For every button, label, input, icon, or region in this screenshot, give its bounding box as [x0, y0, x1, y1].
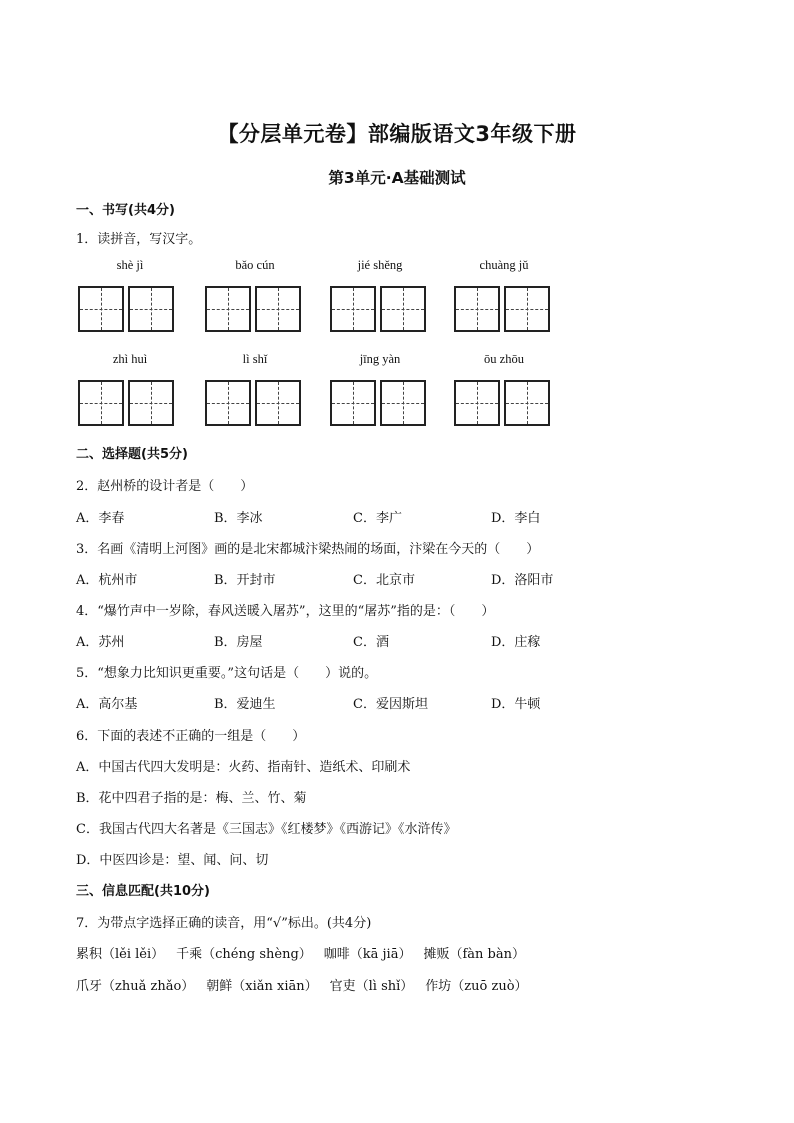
question-stem: 2．赵州桥的设计者是（ ）	[76, 479, 254, 494]
writing-box[interactable]	[330, 286, 376, 332]
pinyin-label: lì shǐ	[242, 352, 268, 366]
writing-box[interactable]	[380, 286, 426, 332]
question-7: 7．为带点字选择正确的读音，用“√”标出。(共4分)	[76, 916, 372, 931]
tianzige-pair	[454, 286, 554, 332]
question-1: 1．读拼音，写汉字。	[76, 232, 202, 247]
tianzige-pair	[330, 286, 430, 332]
option-d[interactable]: D．庄稼	[491, 635, 541, 650]
pinyin-label: bǎo cún	[235, 258, 275, 272]
tianzige-pair	[205, 380, 305, 426]
question-stem: 3．名画《清明上河图》画的是北宋都城汴梁热闹的场面，汴梁在今天的（ ）	[76, 542, 540, 557]
tianzige-pair	[330, 380, 430, 426]
pronunciation-item[interactable]: 官吏（lì shǐ）	[329, 979, 414, 994]
section-heading-matching: 三、信息匹配(共10分)	[76, 884, 210, 899]
tianzige-pair	[78, 380, 178, 426]
option-a[interactable]: A．苏州	[76, 635, 125, 650]
writing-box[interactable]	[128, 286, 174, 332]
option-a[interactable]: A．中国古代四大发明是：火药、指南针、造纸术、印刷术	[76, 760, 411, 775]
pronunciation-item[interactable]: 作坊（zuō zuò）	[425, 979, 528, 994]
option-a[interactable]: A．李春	[76, 511, 125, 526]
pronunciation-row	[76, 975, 540, 994]
question-stem: 5．“想象力比知识更重要。”这句话是（ ）说的。	[76, 666, 378, 681]
writing-box[interactable]	[205, 286, 251, 332]
section-heading-choice: 二、选择题(共5分)	[76, 447, 188, 462]
pronunciation-item[interactable]: 摊贩（fàn bàn）	[423, 947, 525, 962]
pinyin-label: chuàng jǔ	[479, 258, 529, 272]
option-c[interactable]: C．我国古代四大名著是《三国志》《红楼梦》《西游记》《水浒传》	[76, 822, 457, 837]
writing-box[interactable]	[504, 380, 550, 426]
option-b[interactable]: B．房屋	[214, 635, 263, 650]
writing-box[interactable]	[128, 380, 174, 426]
option-b[interactable]: B．爱迪生	[214, 697, 276, 712]
pinyin-label: ōu zhōu	[484, 352, 524, 366]
writing-box[interactable]	[205, 380, 251, 426]
option-b[interactable]: B．李冰	[214, 511, 263, 526]
option-c[interactable]: C．酒	[353, 635, 389, 650]
option-c[interactable]: C．李广	[353, 511, 402, 526]
option-a[interactable]: A．高尔基	[76, 697, 138, 712]
pronunciation-item[interactable]: 朝鲜（xiǎn xiān）	[206, 979, 318, 994]
writing-box[interactable]	[255, 380, 301, 426]
writing-box[interactable]	[380, 380, 426, 426]
option-d[interactable]: D．李白	[491, 511, 541, 526]
writing-box[interactable]	[255, 286, 301, 332]
pinyin-label: jié shěng	[357, 258, 403, 272]
option-b[interactable]: B．花中四君子指的是：梅、兰、竹、菊	[76, 791, 307, 806]
option-b[interactable]: B．开封市	[214, 573, 276, 588]
question-stem: 4．“爆竹声中一岁除，春风送暖入屠苏”，这里的“屠苏”指的是：（ ）	[76, 604, 495, 619]
pronunciation-item[interactable]: 咖啡（kā jiā）	[323, 947, 412, 962]
option-d[interactable]: D．牛顿	[491, 697, 541, 712]
writing-box[interactable]	[330, 380, 376, 426]
page-subtitle: 第3单元·A基础测试	[328, 169, 466, 187]
pronunciation-row	[76, 943, 537, 962]
tianzige-pair	[78, 286, 178, 332]
question-stem: 6．下面的表述不正确的一组是（ ）	[76, 729, 306, 744]
writing-box[interactable]	[454, 380, 500, 426]
writing-box[interactable]	[454, 286, 500, 332]
option-d[interactable]: D．中医四诊是：望、闻、问、切	[76, 853, 269, 868]
pinyin-label: jīng yàn	[359, 352, 401, 366]
pinyin-label: zhì huì	[112, 352, 148, 366]
pronunciation-item[interactable]: 累积（lěi lěi）	[76, 947, 165, 962]
pinyin-label: shè jì	[116, 258, 144, 272]
writing-box[interactable]	[504, 286, 550, 332]
page-title: 【分层单元卷】部编版语文3年级下册	[217, 122, 577, 146]
option-c[interactable]: C．爱因斯坦	[353, 697, 428, 712]
pronunciation-item[interactable]: 爪牙（zhuǎ zhǎo）	[76, 979, 195, 994]
tianzige-pair	[205, 286, 305, 332]
option-c[interactable]: C．北京市	[353, 573, 415, 588]
pronunciation-item[interactable]: 千乘（chéng shèng）	[176, 947, 312, 962]
option-a[interactable]: A．杭州市	[76, 573, 138, 588]
writing-box[interactable]	[78, 380, 124, 426]
section-heading-writing: 一、书写(共4分)	[76, 203, 175, 218]
writing-box[interactable]	[78, 286, 124, 332]
option-d[interactable]: D．洛阳市	[491, 573, 554, 588]
tianzige-pair	[454, 380, 554, 426]
